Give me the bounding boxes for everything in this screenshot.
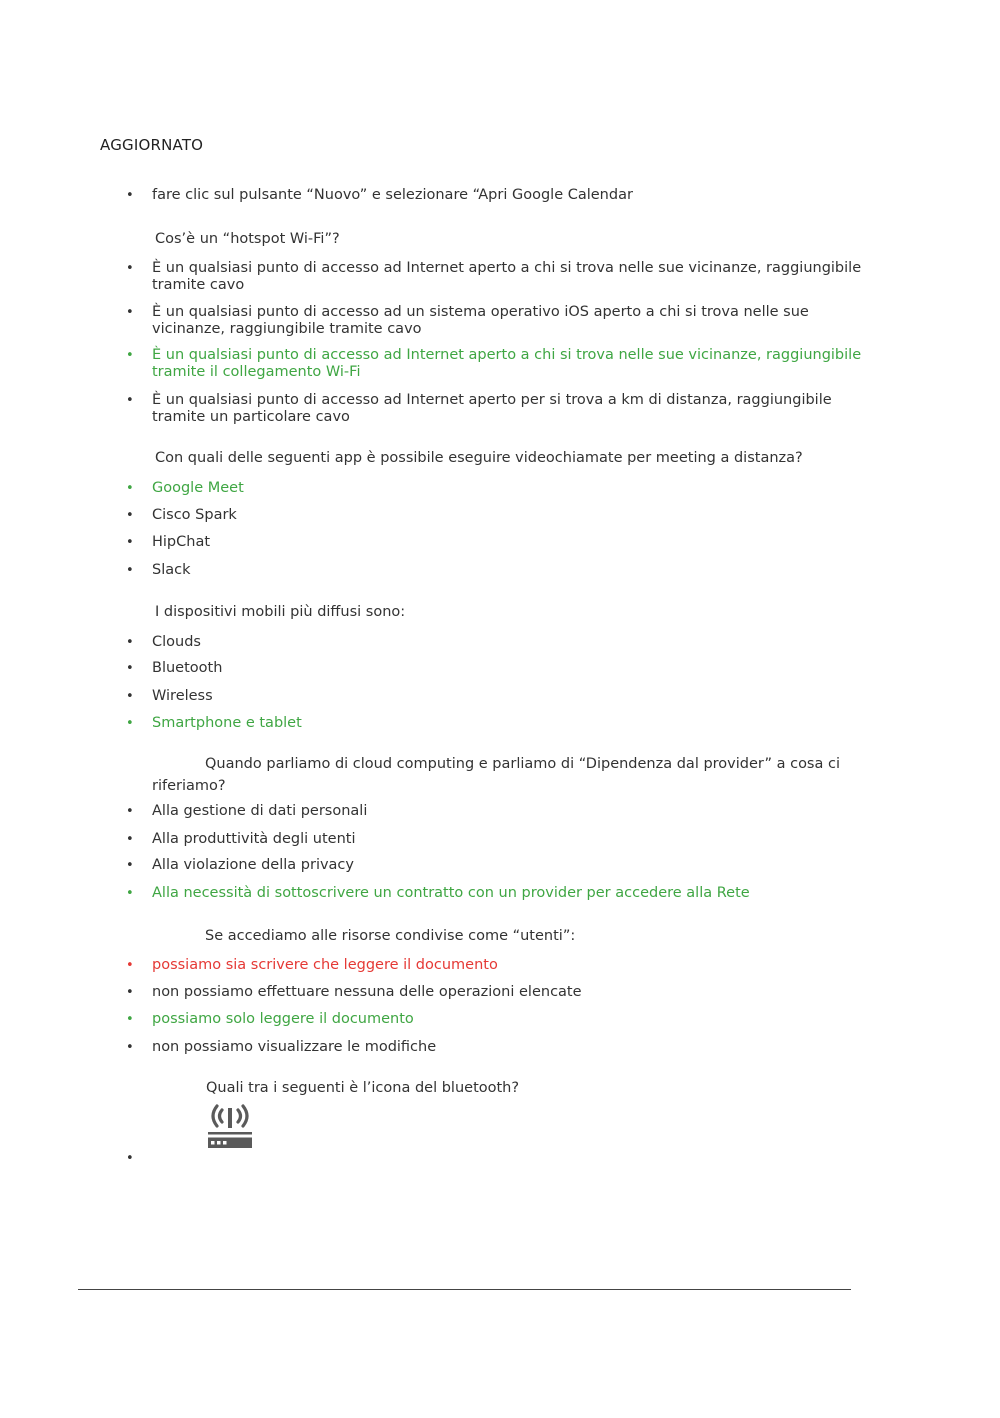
question-hotspot: Cos’è un “hotspot Wi-Fi”?: [155, 231, 340, 247]
footer-divider: [78, 1289, 851, 1290]
document-heading: AGGIORNATO: [100, 136, 204, 154]
question-mobile-devices: I dispositivi mobili più diffusi sono:: [155, 604, 406, 620]
answer-option: • Alla produttività degli utenti: [126, 831, 356, 847]
answer-option: • È un qualsiasi punto di accesso ad un sistema operativo iOS aperto a chi si trova nelle sue vicinanze, raggiungibile tramite cavo: [126, 304, 809, 337]
question-cloud-provider: Quando parliamo di cloud computing e parliamo di “Dipendenza dal provider” a cosa ci: [205, 756, 840, 772]
document-page: AGGIORNATO • fare clic sul pulsante “Nuovo” e selezionare “Apri Google Calendar Cos’è un “hotspot Wi-Fi”? • È un qualsiasi punto di accesso ad Internet aperto a chi si trova nelle sue vicinanze, raggiungibile tramite cavo • È un qualsiasi punto di accesso ad un sistema operativo iOS aperto a chi si trova nelle sue vicinanze, raggiungibile tramite cavo • È un qualsiasi punto di accesso ad Internet aperto a chi si trova nelle sue vicinanze, raggiungibile tramite il collegamento Wi-Fi • È un qualsiasi punto di accesso ad Internet aperto per si trova a km di distanza, raggiungibile tramite un particolare cavo Con quali delle seguenti app è possibile eseguire videochiamate per meeting a distanza? • Google Meet • Cisco Spark • HipChat • Slack I dispositivi mobili più diffusi sono: • Clouds • Bluetooth • Wireless • Smartphone e tablet Quando parliamo di cloud computing e parliamo di “Dipendenza dal provider” a cosa ci riferiamo? • Alla gestione di dati personali • Alla produttività degli utenti • Alla violazione della privacy • Alla necessità di sottoscrivere un contratto con un provider per accedere alla Rete Se accediamo alle risorse condivise come “utenti”: • possiamo sia scrivere che leggere il documento • non possiamo effettuare nessuna delle operazioni elencate • possiamo solo leggere il documento • non possiamo visualizzare le modifiche Quali tra i seguenti è l’icona del bluetooth? •: [0, 0, 1000, 1418]
question-shared-resources: Se accediamo alle risorse condivise come “utenti”:: [205, 928, 576, 944]
question-videocall: Con quali delle seguenti app è possibile eseguire videochiamate per meeting a distanza?: [155, 450, 803, 466]
answer-option-correct: • possiamo solo leggere il documento: [126, 1011, 414, 1027]
question-cloud-provider-continued: riferiamo?: [152, 778, 226, 794]
answer-option: • Slack: [126, 562, 191, 578]
question-bluetooth-icon: Quali tra i seguenti è l’icona del bluetooth?: [206, 1080, 520, 1096]
answer-option: • non possiamo visualizzare le modifiche: [126, 1039, 437, 1055]
answer-option: • Bluetooth: [126, 660, 223, 676]
answer-option: • Alla violazione della privacy: [126, 857, 354, 873]
answer-option: • Cisco Spark: [126, 507, 237, 523]
answer-option: • Wireless: [126, 688, 213, 704]
answer-option-wrong: • possiamo sia scrivere che leggere il documento: [126, 957, 498, 973]
answer-option-correct: • Smartphone e tablet: [126, 715, 302, 731]
answer-option: • non possiamo effettuare nessuna delle operazioni elencate: [126, 984, 582, 1000]
answer-option: • È un qualsiasi punto di accesso ad Internet aperto per si trova a km di distanza, raggiungibile tramite un particolare cavo: [126, 392, 832, 425]
wifi-router-icon: [204, 1100, 256, 1152]
list-item: • fare clic sul pulsante “Nuovo” e selezionare “Apri Google Calendar: [126, 187, 633, 203]
answer-option-correct: • Alla necessità di sottoscrivere un contratto con un provider per accedere alla Rete: [126, 885, 750, 901]
answer-option: • È un qualsiasi punto di accesso ad Internet aperto a chi si trova nelle sue vicinanze, raggiungibile tramite cavo: [126, 260, 862, 293]
answer-option: • HipChat: [126, 534, 211, 550]
answer-option-correct: • È un qualsiasi punto di accesso ad Internet aperto a chi si trova nelle sue vicinanze, raggiungibile tramite il collegamento Wi-Fi: [126, 347, 862, 380]
answer-option: • Clouds: [126, 634, 201, 650]
answer-option: • Alla gestione di dati personali: [126, 803, 368, 819]
answer-option-correct: • Google Meet: [126, 480, 244, 496]
bullet: •: [126, 188, 134, 203]
